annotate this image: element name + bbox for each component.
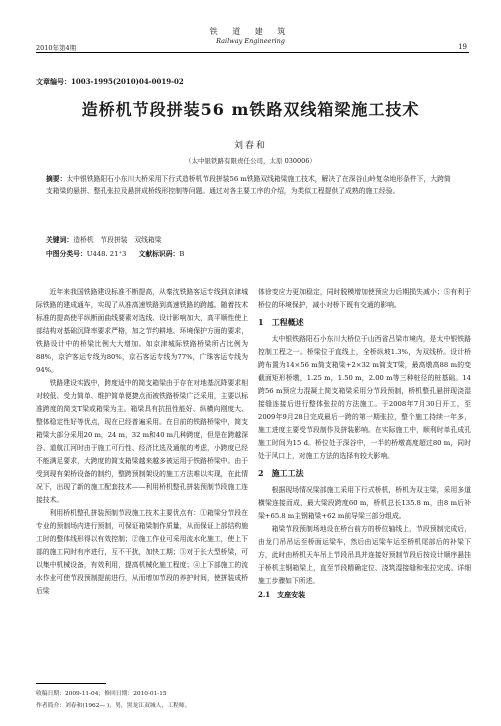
body-paragraph: 根据现场情况梁部施工采用下行式桥机，桥机为双主梁，采用多道横梁连接而成，最大梁段跨度60 m，桥机总长135.8 m，由8 m后补梁+65.8 m主钢箱梁+62 m前导梁三部分组成。 bbox=[258, 486, 471, 520]
header-rule bbox=[36, 52, 469, 53]
issue-label: 2010年第4期 bbox=[36, 44, 77, 52]
keywords-label: 关键词： bbox=[46, 236, 74, 244]
body-paragraph: 铁路建设实践中，跨度适中的简支箱梁由于存在对地基沉降要求相对较低、受力简单、维护简单便捷点而被铁路桥梁广泛采用，主要以标准跨度的简支T梁或箱梁为主。箱梁具有抗扭性能好、纵横向刚度大、整体稳定性好等优点，现在已经普遍采用。在目前的铁路桥梁中，简支箱梁大部分采用20 m，24 m，32 m和40 m几种跨度，但是在跨越深谷、道航江河时由于施工可行性、经济比选及通航的考虑，小跨度已经不能满足要求，大跨度的简支箱梁越来越多被运用于铁路桥梁中。由于受到现有架桥设备的制约，整跨预制架设的施工方法难以实现，在此情况下，出现了新的施工配套技术——利用桥机整孔拼装预制节段施工连接技术。 bbox=[36, 379, 248, 504]
article-number: 文章编号：1003-1995(2010)04-0019-02 bbox=[36, 77, 184, 86]
page-number: 19 bbox=[458, 43, 467, 51]
abstract-label: 摘要： bbox=[46, 175, 67, 183]
footnote-rule bbox=[36, 683, 106, 684]
footnote-received: 收稿日期：2009-11-04；修回日期：2010-01-15 bbox=[36, 691, 167, 697]
section-heading: 2 施工工法 bbox=[258, 468, 304, 478]
abstract bbox=[46, 173, 456, 197]
abstract-text: 太中银铁路阳石小东川大桥采用下行式造桥机节段拼装56 m铁路双线箱梁施工技术，解决了在深谷山岭复杂地形条件下，大跨简支箱梁的悬拼、整孔张拉及悬拼成桥线形控制等问题。通过对各主要工序的介绍，为类似工程提供了成熟的施工经验。 bbox=[46, 175, 451, 195]
body-paragraph: 箱梁节段预制场地设在桥台前方的桥位轴线上，节段预制完成后，由龙门吊吊运至桥面运梁车，然后由运梁车运至桥机尾部后的补梁下方，此时由桥机天车吊上节段吊具并连接好预制节段后按设计顺序悬挂于桥机主钢箱梁上，直至节段精确定位、浇筑湿接缝和张拉完成。详细施工步骤如下所述。 bbox=[258, 525, 471, 585]
doc-code-value: B bbox=[179, 250, 185, 258]
clc-label: 中图分类号： bbox=[46, 250, 87, 258]
right-column bbox=[258, 286, 471, 601]
journal-name-en: Railway Engineering bbox=[216, 37, 285, 45]
subsection-heading: 2.1 支座安装 bbox=[258, 590, 306, 599]
left-column bbox=[36, 286, 248, 598]
body-paragraph: 近年来我国铁路建设标准不断提高，从秦沈铁路客运专线到京津城际铁路的建成通车，实现了从准高速铁路到高速铁路的跨越。随着技术标准的提高使平纵断面曲线要素对选线、设计影响加大，高平顺性使上部结构对基础沉降率要求严格，加之节约耕地、环境保护方面的要求，铁路设计中的桥梁比例大大增加。如京津城际铁路桥梁所占比例为88%，京沪客运专线为80%，京石客运专线为77%，广珠客运专线为94%。 bbox=[36, 288, 248, 374]
journal-name: 铁 道 建 筑 bbox=[209, 27, 292, 36]
footnote-author-bio: 作者简介：刘春和(1962— )，男，黑龙江双城人，工程师。 bbox=[36, 703, 191, 709]
classification bbox=[46, 248, 184, 258]
keywords bbox=[46, 234, 162, 244]
paper-title: 造桥机节段拼装56 m铁路双线箱梁施工技术 bbox=[81, 100, 420, 119]
section-heading: 1 工程概述 bbox=[258, 317, 304, 327]
doc-code-label: 文献标识码： bbox=[138, 250, 180, 258]
clc-value: U448. 21⁺3 bbox=[86, 250, 127, 258]
body-paragraph: 利用桥机整孔拼装预制节段施工技术主要优点有：①箱梁分节段在专业的预制场内进行预制，可保证箱梁制作质量，从而保证上部结构施工时的整体线形得以有效控制；②施工作业可采用流水化施工，使上下部的施工同时有序进行，互不干扰，加快工期；③对于长大型桥梁，可以集中机械设备，有效利用，提高机械化施工程度；④上下部施工的流水作业可使节段预制提前进行，从而增加节段的养护时间，使拼装成桥后梁 bbox=[36, 509, 248, 595]
keywords-text: 造桥机 节段拼装 双线箱梁 bbox=[73, 236, 162, 244]
body-paragraph: 太中银铁路阳石小东川大桥位于山西省吕梁市境内，是太中银铁路控制工程之一。桥梁位于直线上，全桥纵坡1.3%，为双线桥。设计桥跨布置为14×56 m简支箱梁+2×32 m简支T梁，最高墩高88 m的变截面矩形桥墩，1.25 m，1.50 m，2.00 m等三种桩径的桩基础。14跨56 m预应力混凝土简支箱梁采用分节段预制，桥机整孔悬拼现浇湿接缝连接后进行整体张拉的方法施工。于2008年7月30日开工，至2009年9月28日完成最后一跨的第一期张拉，整个施工持续一年多，施工进度主要受节段制作及拼装影响。在实际施工中，顺利时单孔成孔施工时间为15 d。桥位处于深谷中，一半的桥墩高度超过80 m，同时处于风口上，对施工方法的选择有较大影响。 bbox=[258, 335, 471, 460]
affiliation: （太中银铁路有限责任公司，太原 030006） bbox=[185, 157, 316, 165]
author-name: 刘春和 bbox=[233, 141, 267, 151]
body-paragraph: 体徐变应力更加稳定，同时脱模增加使预应力后期损失减小；⑤有利于桥位的环境保护，减小对桥下既有交通的影响。 bbox=[258, 288, 471, 309]
